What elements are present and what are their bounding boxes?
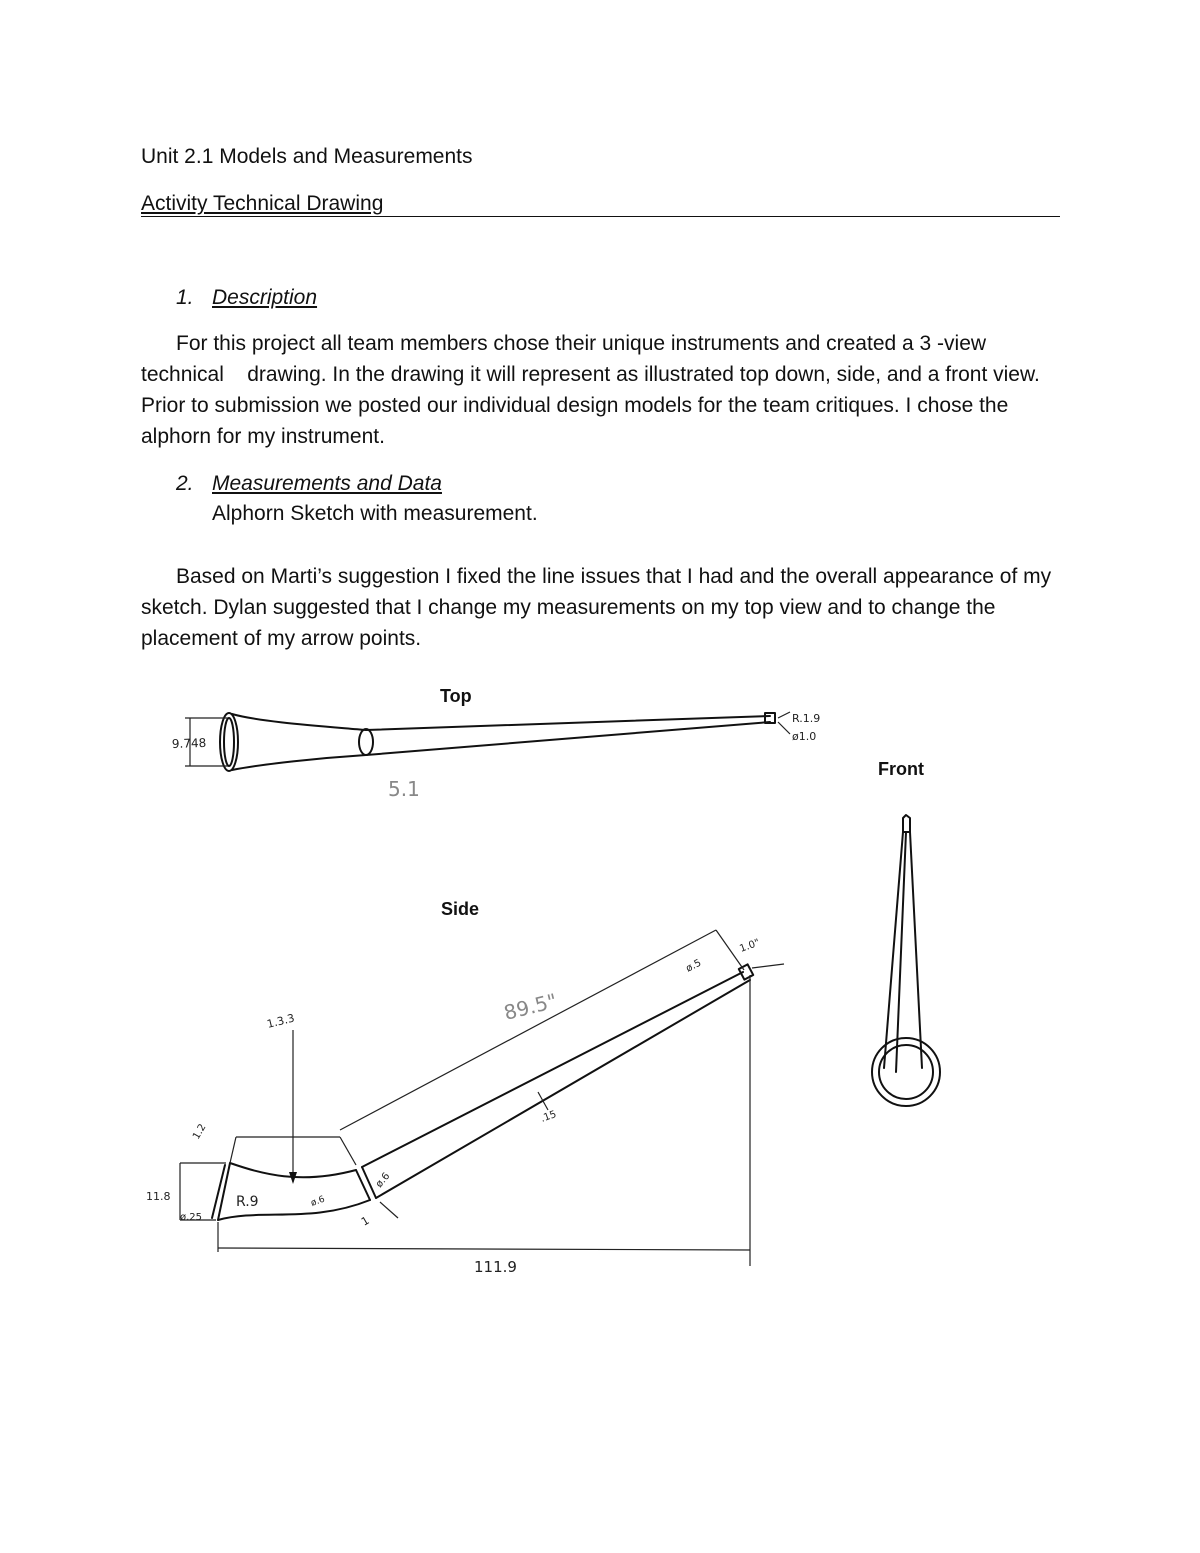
- side-main-length: 89.5": [501, 988, 560, 1025]
- section-heading-measurements: Measurements and Data: [212, 472, 442, 495]
- top-tip-leader-1: [778, 712, 790, 718]
- top-tip-diameter: ø1.0: [792, 730, 817, 743]
- side-view-label: Side: [441, 899, 480, 919]
- side-joint-leader: [380, 1202, 398, 1218]
- side-small-5: 1: [359, 1213, 372, 1229]
- side-tip-leader: [752, 964, 784, 968]
- side-main-dim-line: [340, 930, 716, 1130]
- side-bell-height: 11.8: [146, 1190, 171, 1203]
- top-tip-leader-2: [778, 722, 790, 734]
- side-bend-radius: R.9: [236, 1194, 259, 1210]
- side-small-2: ø.25: [180, 1212, 203, 1223]
- sketch-caption: Alphorn Sketch with measurement.: [212, 502, 538, 525]
- side-small-3: ø.6: [309, 1194, 327, 1209]
- section-heading-description: Description: [212, 286, 318, 309]
- top-bell-inner-ellipse: [224, 718, 234, 766]
- side-tip-diameter: ø.5: [684, 957, 704, 975]
- page-title: Unit 2.1 Models and Measurements: [141, 145, 473, 168]
- side-view-drawing: [146, 930, 784, 1276]
- description-text: For this project all team members chose their unique instruments and created a 3 -view technical drawing. In the drawing it will represent as illustrated top down, side, and a front view. Prior to submission we posted our individual design models for the team critiques. I chose the alphorn for my instrument.: [141, 332, 1046, 448]
- page-subtitle: Activity Technical Drawing: [141, 192, 384, 215]
- top-tip-radius: R.1.9: [792, 712, 821, 725]
- side-bend-ext-2: [340, 1137, 356, 1165]
- side-small-4: ø.6: [373, 1170, 393, 1190]
- side-tube-marker: .15: [539, 1109, 558, 1125]
- side-tip-width: 1.0": [738, 937, 762, 955]
- front-view-drawing: [872, 815, 940, 1106]
- top-bell-ellipse: [220, 713, 238, 771]
- side-drop: 1.3.3: [265, 1011, 296, 1031]
- top-view-label: Top: [440, 686, 472, 706]
- top-view-drawing: [172, 712, 821, 801]
- top-length: 5.1: [388, 777, 420, 801]
- side-bend-ext-1: [230, 1137, 236, 1163]
- section-number-1: 1.: [176, 286, 194, 309]
- side-small-1: 1.2: [191, 1122, 209, 1142]
- top-bell-diameter: 9.748: [171, 735, 207, 751]
- side-total-dim-line: [218, 1248, 750, 1250]
- front-bell-outer: [872, 1038, 940, 1106]
- front-view-label: Front: [878, 759, 924, 779]
- front-mouthpiece: [903, 815, 910, 832]
- side-joint-1: [356, 1170, 370, 1200]
- front-right-edge: [910, 832, 922, 1068]
- top-mid-ellipse: [359, 729, 373, 755]
- front-bell-inner: [879, 1045, 933, 1099]
- side-total-length: 111.9: [474, 1258, 517, 1276]
- side-tube-marker-line: [538, 1092, 548, 1110]
- side-tube-lower: [373, 980, 750, 1198]
- feedback-text: Based on Marti’s suggestion I fixed the line issues that I had and the overall appearance of my sketch. Dylan suggested that I change my measurements on my top view and to change the placement of my arrow points.: [141, 565, 1052, 650]
- top-lower-edge: [232, 722, 770, 770]
- section-number-2: 2.: [176, 472, 194, 495]
